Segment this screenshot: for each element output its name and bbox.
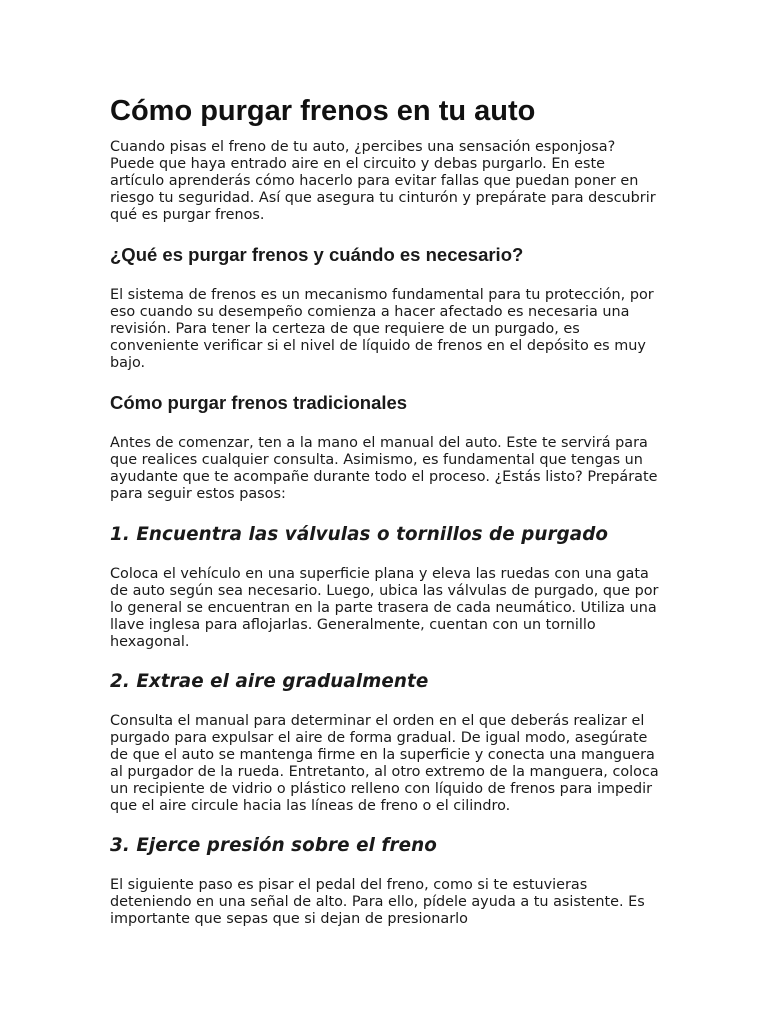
step-heading-3: 3. Ejerce presión sobre el freno (110, 835, 437, 856)
step-paragraph-2: Consulta el manual para determinar el orden en el que deberás realizar el purgado para expulsar el aire de forma gradual. De igual modo, asegúrate de que el auto se mantenga firme en la superficie y conecta una manguera al purgador de la rueda. Entretanto, al otro extremo de la manguera, coloca un recipiente de vidrio o plástico relleno con líquido de frenos para impedir que el aire circule hacia las líneas de freno o el cilindro. (110, 713, 659, 814)
step-paragraph-1: Coloca el vehículo en una superficie plana y eleva las ruedas con una gata de auto según sea necesario. Luego, ubica las válvulas de purgado, que por lo general se encuentran en la parte trasera de cada neumático. Utiliza una llave inglesa para aflojarlas. Generalmente, cuentan con un tornillo hexagonal. (110, 566, 659, 650)
step-heading-2: 2. Extrae el aire gradualmente (110, 671, 429, 692)
section-paragraph-what: El sistema de frenos es un mecanismo fundamental para tu protección, por eso cuando su desempeño comienza a hacer afectado es necesaria una revisión. Para tener la certeza de que requiere de un purgado, es conveniente verificar si el nivel de líquido de frenos en el depósito es muy bajo. (110, 287, 654, 371)
section-heading-how: Cómo purgar frenos tradicionales (110, 392, 408, 413)
page-title: Cómo purgar frenos en tu auto (110, 95, 536, 127)
document-page (110, 92, 660, 928)
intro-paragraph: Cuando pisas el freno de tu auto, ¿percibes una sensación esponjosa? Puede que haya entrado aire en el circuito y debas purgarlo. En este artículo aprenderás cómo hacerlo para evitar fallas que puedan poner en riesgo tu seguridad. Así que asegura tu cinturón y prepárate para descubrir qué es purgar frenos. (110, 139, 656, 223)
step-heading-1: 1. Encuentra las válvulas o tornillos de purgado (110, 524, 609, 545)
section-paragraph-how: Antes de comenzar, ten a la mano el manual del auto. Este te servirá para que realices cualquier consulta. Asimismo, es fundamental que tengas un ayudante que te acompañe durante todo el proceso. ¿Estás listo? Prepárate para seguir estos pasos: (110, 435, 658, 502)
step-paragraph-3: El siguiente paso es pisar el pedal del freno, como si te estuvieras deteniendo en una señal de alto. Para ello, pídele ayuda a tu asistente. Es importante que sepas que si dejan de presionarlo (110, 877, 645, 927)
section-heading-what: ¿Qué es purgar frenos y cuándo es necesario? (110, 244, 524, 265)
